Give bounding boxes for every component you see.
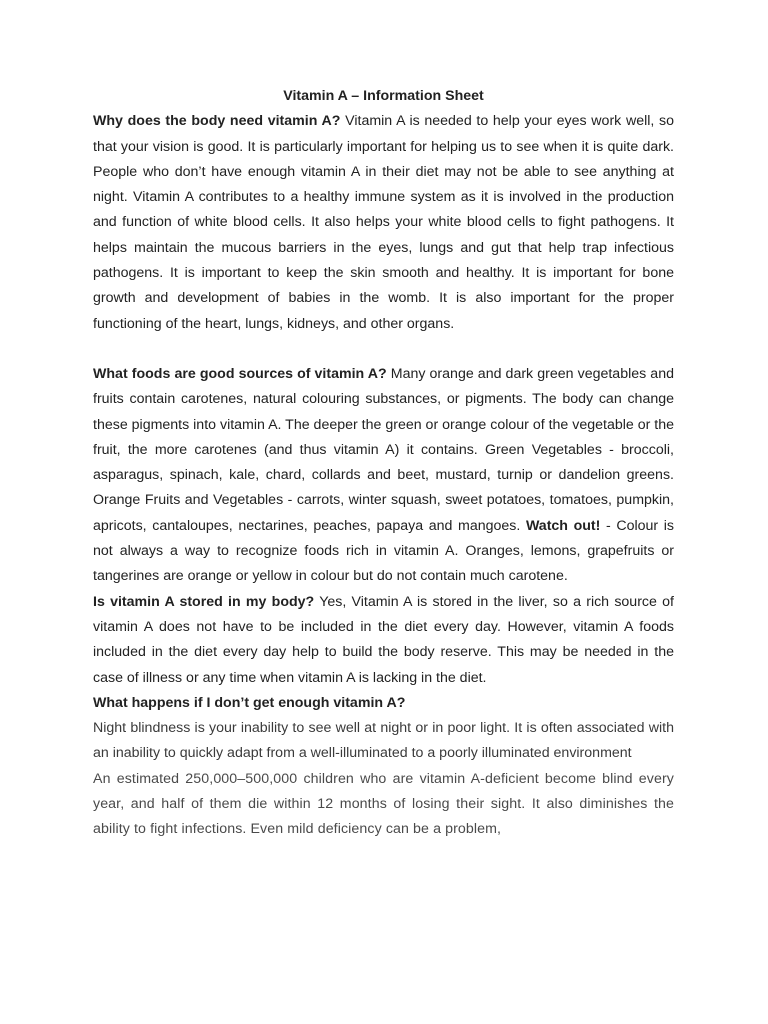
answer-why-need: Vitamin A is needed to help your eyes work well, so that your vision is good. It is particularly important for helping us to see when it is quite dark. People who don’t have enough vitamin A in their diet may not be able to see anything at night. Vitamin A contributes to a healthy immune system as it is involved in the production and function of white blood cells. It also helps your white blood cells to fight pathogens. It helps maintain the mucous barriers in the eyes, lungs and gut that help trap infectious pathogens. It is important to keep the skin smooth and healthy. It is important for bone growth and development of babies in the womb. It is also important for the proper functioning of the heart, lungs, kidneys, and other organs. (93, 113, 674, 332)
paragraph-food-sources (93, 362, 674, 590)
watch-out-label: Watch out! (525, 517, 601, 534)
document-page (93, 84, 674, 843)
question-food-sources: What foods are good sources of vitamin A? (93, 365, 387, 382)
document-title: Vitamin A – Information Sheet (283, 88, 484, 104)
answer-stored: Yes, Vitamin A is stored in the liver, so a rich source of vitamin A does not have to be included in the diet every day. However, vitamin A foods included in the diet every day help to build the body reserve. This may be needed in the case of illness or any time when vitamin A is lacking in the diet. (93, 593, 674, 686)
question-stored: Is vitamin A stored in my body? (93, 593, 315, 610)
paragraph-blind-children: An estimated 250,000–500,000 children who are vitamin A-deficient become blind every year, and half of them die within 12 months of losing their sight. It also diminishes the ability to fight infections. Even mild deficiency can be a problem, (93, 770, 674, 838)
paragraph-why-need (93, 109, 674, 337)
answer-food-sources: Many orange and dark green vegetables and fruits contain carotenes, natural colouring substances, or pigments. The body can change these pigments into vitamin A. The deeper the green or orange colour of the vegetable or the fruit, the more carotenes (and thus vitamin A) it contains. Green Vegetables - broccoli, asparagus, spinach, kale, chard, collards and beet, mustard, turnip or dandelion greens. Orange Fruits and Vegetables - carrots, winter squash, sweet potatoes, tomatoes, pumpkin, apricots, cantaloupes, nectarines, peaches, papaya and mangoes. (93, 365, 675, 534)
question-why-need: Why does the body need vitamin A? (93, 113, 341, 130)
paragraph-stored (93, 590, 674, 691)
question-deficiency: What happens if I don’t get enough vitamin A? (93, 694, 406, 711)
paragraph-gap (93, 337, 674, 362)
answer-watch-out: - Colour is not always a way to recognize foods rich in vitamin A. Oranges, lemons, grapefruits or tangerines are orange or yellow in colour but do not contain much carotene. (93, 517, 675, 585)
paragraph-night-blindness: Night blindness is your inability to see well at night or in poor light. It is often associated with an inability to quickly adapt from a well-illuminated to a poorly illuminated environment (93, 720, 674, 762)
